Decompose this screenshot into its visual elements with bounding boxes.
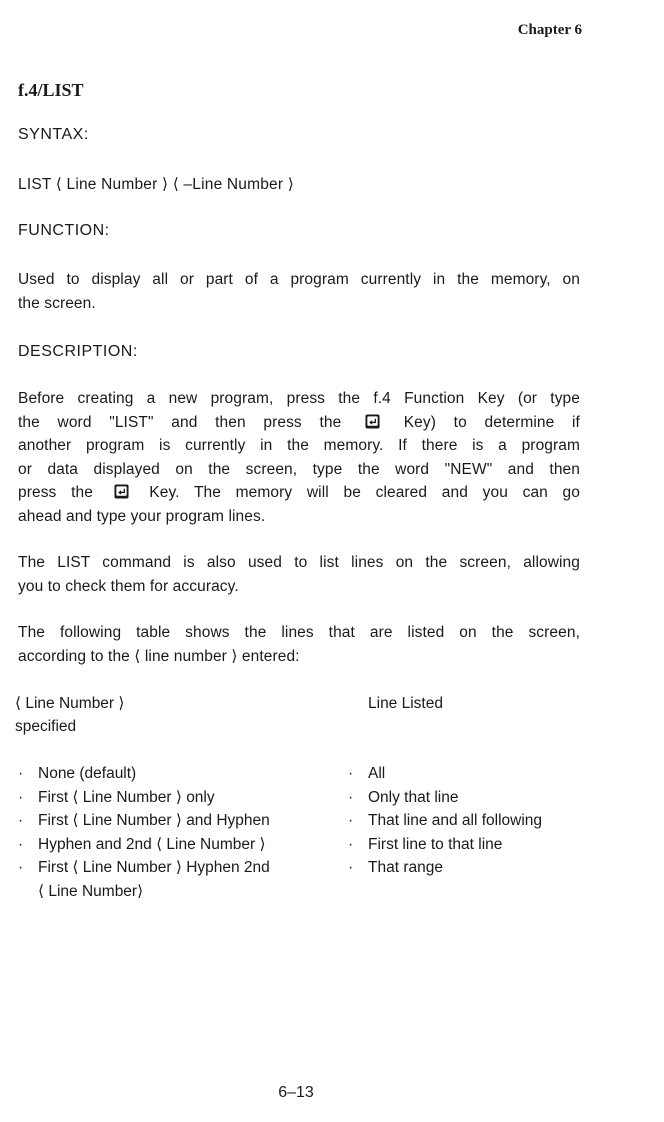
function-line-1: Used to display all or part of a program currently in the memory, on	[18, 271, 580, 288]
bullet: ·	[348, 859, 354, 876]
list-item: · First ⟨ Line Number ⟩ only	[18, 786, 270, 810]
list-item: · First ⟨ Line Number ⟩ Hyphen 2nd	[18, 856, 270, 880]
description-paragraph-3	[18, 621, 580, 668]
para1-line-2	[18, 411, 580, 435]
para1-line-5	[18, 481, 580, 505]
list-item-continuation: ⟨ Line Number⟩	[38, 882, 144, 900]
table-col1-header	[15, 692, 124, 738]
para1-line-6: ahead and type your program lines.	[18, 507, 266, 525]
list-item: · None (default)	[18, 762, 270, 786]
bullet: ·	[18, 765, 24, 782]
col1-header-line-2: specified	[15, 718, 77, 735]
table-listed-list	[348, 762, 542, 880]
para1-line-5b: Key. The memory will be cleared and you can go	[149, 484, 580, 501]
description-paragraph-1	[18, 387, 580, 528]
para1-line-2b: Key) to determine if	[403, 413, 580, 431]
page-number: 6–13	[278, 1084, 314, 1101]
para1-line-2a: the word "LIST" and then press the	[18, 413, 342, 431]
bullet: ·	[348, 812, 354, 829]
para3-line-1: The following table shows the lines that are listed on the screen,	[18, 624, 580, 641]
para2-line-1: The LIST command is also used to list lines on the screen, allowing	[18, 554, 580, 571]
list-item: · All	[348, 762, 542, 786]
bullet: ·	[18, 812, 24, 829]
list-item: · That line and all following	[348, 809, 542, 833]
function-line-2: the screen.	[18, 294, 96, 312]
return-key-icon	[114, 484, 129, 499]
list-item: · Hyphen and 2nd ⟨ Line Number ⟩	[18, 833, 270, 857]
chapter-header: Chapter 6	[517, 22, 582, 38]
bullet: ·	[348, 835, 354, 853]
list-item: · That range	[348, 856, 542, 880]
syntax-line: LIST ⟨ Line Number ⟩ ⟨ –Line Number ⟩	[18, 176, 294, 193]
bullet: ·	[348, 765, 354, 782]
para3-line-2: according to the ⟨ line number ⟩ entered:	[18, 647, 300, 665]
list-item: · First line to that line	[348, 833, 542, 857]
syntax-heading: SYNTAX:	[18, 126, 89, 143]
para1-line-1: Before creating a new program, press the f.4 Function Key (or type	[18, 390, 580, 407]
list-item: · First ⟨ Line Number ⟩ and Hyphen	[18, 809, 270, 833]
function-text	[18, 268, 580, 315]
bullet: ·	[18, 859, 24, 876]
para2-line-2: you to check them for accuracy.	[18, 577, 239, 595]
table-col2-header: Line Listed	[368, 695, 443, 712]
para1-line-4: or data displayed on the screen, type the word "NEW" and then	[18, 460, 580, 478]
para1-line-5a: press the	[18, 484, 93, 501]
para1-line-3: another program is currently in the memory. If there is a program	[18, 437, 580, 454]
bullet: ·	[18, 788, 24, 806]
list-item: · Only that line	[348, 786, 542, 810]
col1-header-line-1: ⟨ Line Number ⟩	[15, 695, 125, 712]
description-heading: DESCRIPTION:	[18, 343, 138, 360]
function-heading: FUNCTION:	[18, 222, 110, 239]
bullet: ·	[348, 788, 354, 806]
section-title: f.4/LIST	[18, 80, 84, 100]
table-specified-list	[18, 762, 270, 903]
bullet: ·	[18, 835, 24, 853]
return-key-icon	[365, 414, 380, 429]
description-paragraph-2	[18, 551, 580, 598]
